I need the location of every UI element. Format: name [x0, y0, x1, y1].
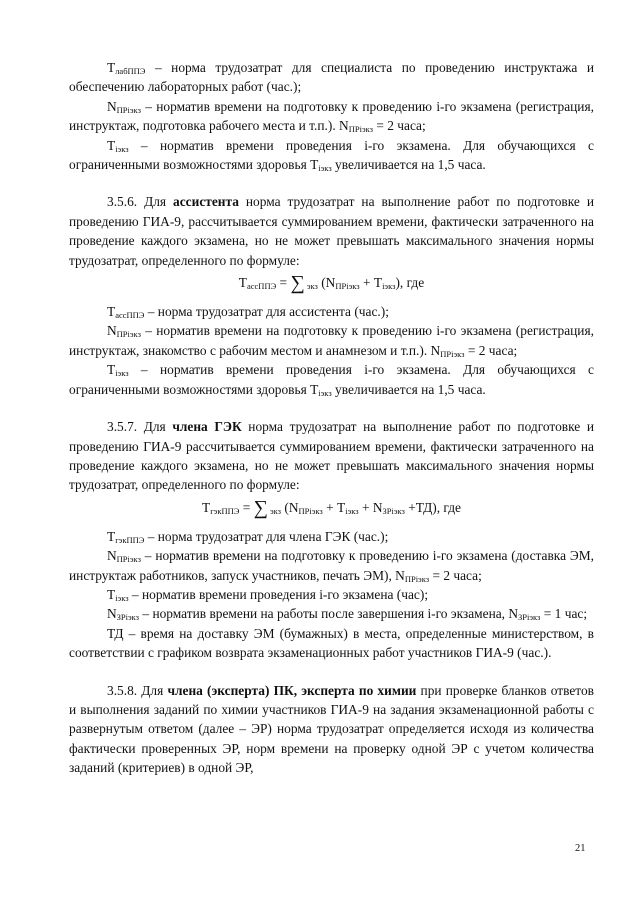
- section-3-5-8: 3.5.8. Для члена (эксперта) ПК, эксперта по химии при проверке бланков ответов и выполнения заданий по химии участников ГИА-9 на задания экзаменационной работы с развернутым ответом (далее – ЭР) норма трудозатрат определяется исходя из количества фактически проверенных ЭР, норм времени на проверку одной ЭР с учетом количества заданий (критериев) в одной ЭР,: [69, 682, 594, 776]
- section-3-5-6: 3.5.6. Для ассистента норма трудозатрат на выполнение работ по подготовке и проведению ГИА-9, рассчитывается суммированием времени, фактически затраченного на проведение каждого экзамена, но не может превышать максимального значения нормы трудозатрат, определенного по формуле:: [69, 194, 594, 268]
- def-n-pr: $N_{ПРiэкз}$ – норматив времени на подготовку к проведению i-го экзамена (регистрация, инструктаж, подготовка рабочего места и т.п.). $N_{ПРiэкз} = 2$ часа;: [69, 98, 594, 135]
- page-number: 21: [575, 843, 586, 854]
- def-t-lab: $Т_{лабППЭ}$ – норма трудозатрат для специалиста по проведению инструктажа и обеспечению лабораторных работ (час.);: [69, 60, 594, 95]
- def-td: ТД – время на доставку ЭМ (бумажных) в места, определенные министерством, в соответствии с графиком возврата экзаменационных работ участников ГИА-9 (час.).: [69, 625, 594, 661]
- document-page: [69, 58, 594, 778]
- def-n-zr-gek: $N_{ЗРiэкз}$ – норматив времени на работы после завершения i-го экзамена, $N_{ЗРiэкз} = 1$ час;: [107, 606, 588, 623]
- sum-symbol: ∑: [253, 496, 268, 519]
- section-3-5-7: 3.5.7. Для члена ГЭК норма трудозатрат на выполнение работ по подготовке и проведению ГИА-9 рассчитывается суммированием времени, фактически затраченного на проведение каждого экзамена, но не может превышать максимального значения нормы трудозатрат, определенного по формуле:: [69, 419, 594, 493]
- def-t-i: $Т_{iэкз}$ – норматив времени проведения i-го экзамена. Для обучающихся с ограниченными возможностями здоровья $Т_{iэкз}$ увеличивается на 1,5 часа.: [69, 137, 594, 174]
- sum-symbol: ∑: [290, 272, 305, 295]
- def-t-i-ass: $Т_{iэкз}$ – норматив времени проведения i-го экзамена. Для обучающихся с ограниченными возможностями здоровья $Т_{iэкз}$ увеличивается на 1,5 часа.: [69, 362, 594, 398]
- def-n-pr-ass: $N_{ПРiэкз}$ – норматив времени на подготовку к проведению i-го экзамена (регистрация, инструктаж, знакомство с рабочим местом и анамнезом и т.п.). $N_{ПРiэкз} = 2$ часа;: [69, 323, 594, 359]
- def-t-i-gek: $Т_{iэкз}$ – норматив времени проведения i-го экзамена (час);: [107, 586, 429, 603]
- formula-assistant: $Т_{ассППЭ}$ = ∑ $_{экз}$ $(N_{ПРiэкз} + Т_{iэкз})$, где: [238, 272, 425, 295]
- def-t-ass: $Т_{ассППЭ}$ – норма трудозатрат для ассистента (час.);: [107, 304, 389, 321]
- def-n-pr-gek: $N_{ПРiэкз}$ – норматив времени на подготовку к проведению i-го экзамена (доставка ЭМ, инструктаж работников, запуск участников, печать ЭМ), $N_{ПРiэкз} = 2$ часа;: [69, 548, 594, 584]
- def-t-gek: $Т_{гэкППЭ}$ – норма трудозатрат для члена ГЭК (час.);: [107, 528, 389, 545]
- formula-gek: $Т_{гэкППЭ}$ = ∑ $_{экз}$ $(N_{ПРiэкз} + Т_{iэкз} + N_{ЗРiэкз} +ТД)$, где: [202, 496, 461, 519]
